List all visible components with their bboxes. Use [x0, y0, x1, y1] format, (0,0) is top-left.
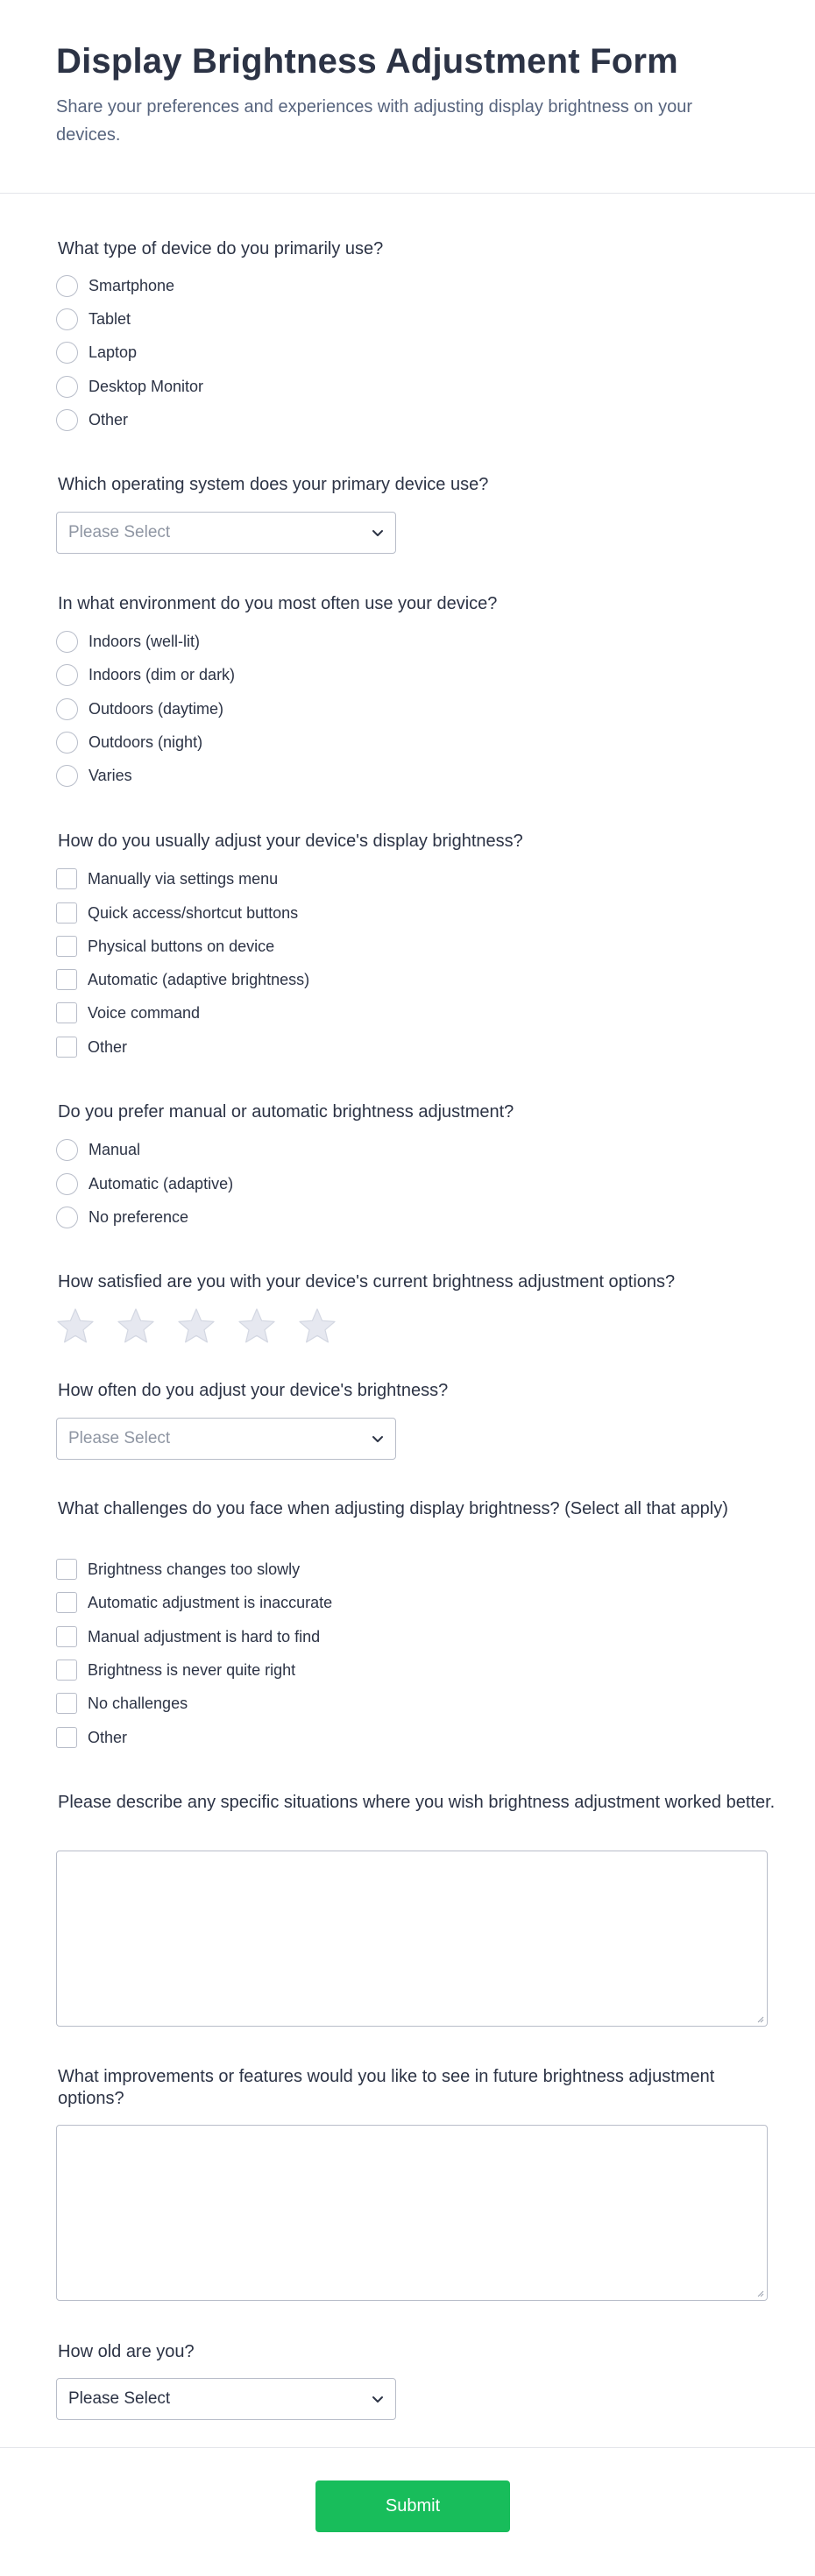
radio-button[interactable]	[56, 409, 78, 431]
radio-option[interactable]	[56, 1138, 140, 1161]
improvements-textarea[interactable]	[56, 2125, 768, 2301]
question-challenges: What challenges do you face when adjusting display brightness? (Select all that apply)	[58, 1499, 728, 1518]
footer-divider	[0, 2447, 815, 2448]
question-environment: In what environment do you most often use your device?	[58, 594, 498, 613]
checkbox-option[interactable]	[56, 968, 309, 991]
option-label: Outdoors (night)	[89, 732, 203, 751]
star-rating[interactable]	[56, 1307, 358, 1344]
option-label: Manual adjustment is hard to find	[88, 1627, 321, 1645]
option-label: Physical buttons on device	[88, 937, 275, 955]
checkbox[interactable]	[56, 1727, 77, 1748]
chevron-down-icon	[371, 1432, 385, 1446]
select-value: Please Select	[68, 2389, 171, 2408]
checkbox-option[interactable]	[56, 1558, 300, 1581]
resize-grip-icon[interactable]	[755, 2014, 764, 2023]
radio-option[interactable]	[56, 341, 137, 364]
option-label: No challenges	[88, 1694, 188, 1712]
os-select[interactable]	[56, 512, 396, 554]
question-frequency: How often do you adjust your device's brightness?	[58, 1381, 449, 1400]
radio-button[interactable]	[56, 664, 78, 686]
question-age: How old are you?	[58, 2342, 195, 2361]
form-header	[0, 0, 815, 194]
star-icon[interactable]	[117, 1307, 155, 1344]
radio-button[interactable]	[56, 631, 78, 653]
option-label: Other	[88, 1728, 128, 1746]
radio-button[interactable]	[56, 1173, 78, 1195]
option-label: Indoors (well-lit)	[89, 632, 201, 650]
chevron-down-icon	[371, 526, 385, 540]
radio-button[interactable]	[56, 275, 78, 297]
checkbox[interactable]	[56, 1002, 77, 1023]
option-label: Quick access/shortcut buttons	[88, 903, 299, 922]
checkbox[interactable]	[56, 902, 77, 924]
radio-button[interactable]	[56, 1139, 78, 1161]
radio-option[interactable]	[56, 663, 235, 686]
checkbox-option[interactable]	[56, 1659, 295, 1681]
select-placeholder: Please Select	[68, 1429, 171, 1447]
checkbox-option[interactable]	[56, 1001, 200, 1024]
option-label: Automatic (adaptive brightness)	[88, 970, 310, 988]
option-label: Manual	[89, 1140, 141, 1158]
question-device-type: What type of device do you primarily use?	[58, 239, 384, 258]
checkbox-option[interactable]	[56, 1591, 332, 1614]
checkbox[interactable]	[56, 936, 77, 957]
radio-button[interactable]	[56, 765, 78, 787]
radio-button[interactable]	[56, 1207, 78, 1228]
checkbox-option[interactable]	[56, 867, 278, 890]
option-label: Brightness changes too slowly	[88, 1560, 301, 1578]
option-label: Varies	[89, 766, 132, 784]
checkbox[interactable]	[56, 868, 77, 889]
radio-option[interactable]	[56, 697, 223, 720]
option-label: Outdoors (daytime)	[89, 699, 224, 718]
form-title: Display Brightness Adjustment Form	[56, 42, 678, 81]
question-operating-system: Which operating system does your primary device use?	[58, 475, 489, 494]
frequency-select[interactable]	[56, 1418, 396, 1460]
checkbox[interactable]	[56, 1037, 77, 1058]
question-adjust-method: How do you usually adjust your device's display brightness?	[58, 832, 523, 851]
option-label: Automatic (adaptive)	[89, 1174, 234, 1192]
question-improvements: What improvements or features would you like to see in future brightness adjustment options?	[58, 2067, 715, 2108]
question-satisfaction: How satisfied are you with your device's current brightness adjustment options?	[58, 1272, 676, 1292]
star-icon[interactable]	[56, 1307, 95, 1344]
star-icon[interactable]	[298, 1307, 337, 1344]
option-label: Manually via settings menu	[88, 869, 279, 888]
radio-button[interactable]	[56, 732, 78, 754]
radio-option[interactable]	[56, 408, 128, 431]
question-situations: Please describe any specific situations where you wish brightness adjustment worked better.	[58, 1793, 776, 1812]
option-label: Voice command	[88, 1003, 201, 1022]
radio-option[interactable]	[56, 731, 202, 754]
select-placeholder: Please Select	[68, 523, 171, 541]
age-select[interactable]	[56, 2378, 396, 2420]
star-icon[interactable]	[177, 1307, 216, 1344]
checkbox[interactable]	[56, 1559, 77, 1580]
checkbox[interactable]	[56, 1626, 77, 1647]
checkbox-option[interactable]	[56, 1692, 188, 1715]
option-label: Indoors (dim or dark)	[89, 665, 236, 683]
option-label: Smartphone	[89, 276, 175, 294]
checkbox[interactable]	[56, 1693, 77, 1714]
radio-option[interactable]	[56, 308, 131, 330]
radio-option[interactable]	[56, 1206, 188, 1228]
radio-option[interactable]	[56, 375, 203, 398]
radio-option[interactable]	[56, 764, 132, 787]
form-subtitle: Share your preferences and experiences with adjusting display brightness on your devices.	[56, 97, 692, 145]
checkbox-option[interactable]	[56, 1036, 127, 1058]
option-label: Automatic adjustment is inaccurate	[88, 1593, 333, 1611]
option-label: Desktop Monitor	[89, 377, 204, 395]
radio-button[interactable]	[56, 376, 78, 398]
star-icon[interactable]	[237, 1307, 276, 1344]
checkbox[interactable]	[56, 969, 77, 990]
checkbox-option[interactable]	[56, 1726, 127, 1749]
option-label: Laptop	[89, 343, 138, 361]
option-label: Other	[88, 1037, 128, 1056]
radio-button[interactable]	[56, 342, 78, 364]
chevron-down-icon	[371, 2392, 385, 2406]
resize-grip-icon[interactable]	[755, 2289, 764, 2297]
checkbox[interactable]	[56, 1660, 77, 1681]
radio-option[interactable]	[56, 1172, 233, 1195]
checkbox-option[interactable]	[56, 902, 298, 924]
option-label: Other	[89, 410, 129, 428]
radio-option[interactable]	[56, 274, 174, 297]
checkbox-option[interactable]	[56, 1625, 320, 1648]
radio-button[interactable]	[56, 698, 78, 720]
option-label: Tablet	[89, 309, 131, 328]
situations-textarea[interactable]	[56, 1851, 768, 2027]
option-label: No preference	[89, 1207, 189, 1226]
radio-button[interactable]	[56, 308, 78, 330]
checkbox-option[interactable]	[56, 935, 274, 958]
option-label: Brightness is never quite right	[88, 1660, 296, 1679]
submit-button[interactable]: Submit	[315, 2480, 510, 2532]
question-preference: Do you prefer manual or automatic brightness adjustment?	[58, 1102, 514, 1122]
checkbox[interactable]	[56, 1592, 77, 1613]
radio-option[interactable]	[56, 630, 200, 653]
